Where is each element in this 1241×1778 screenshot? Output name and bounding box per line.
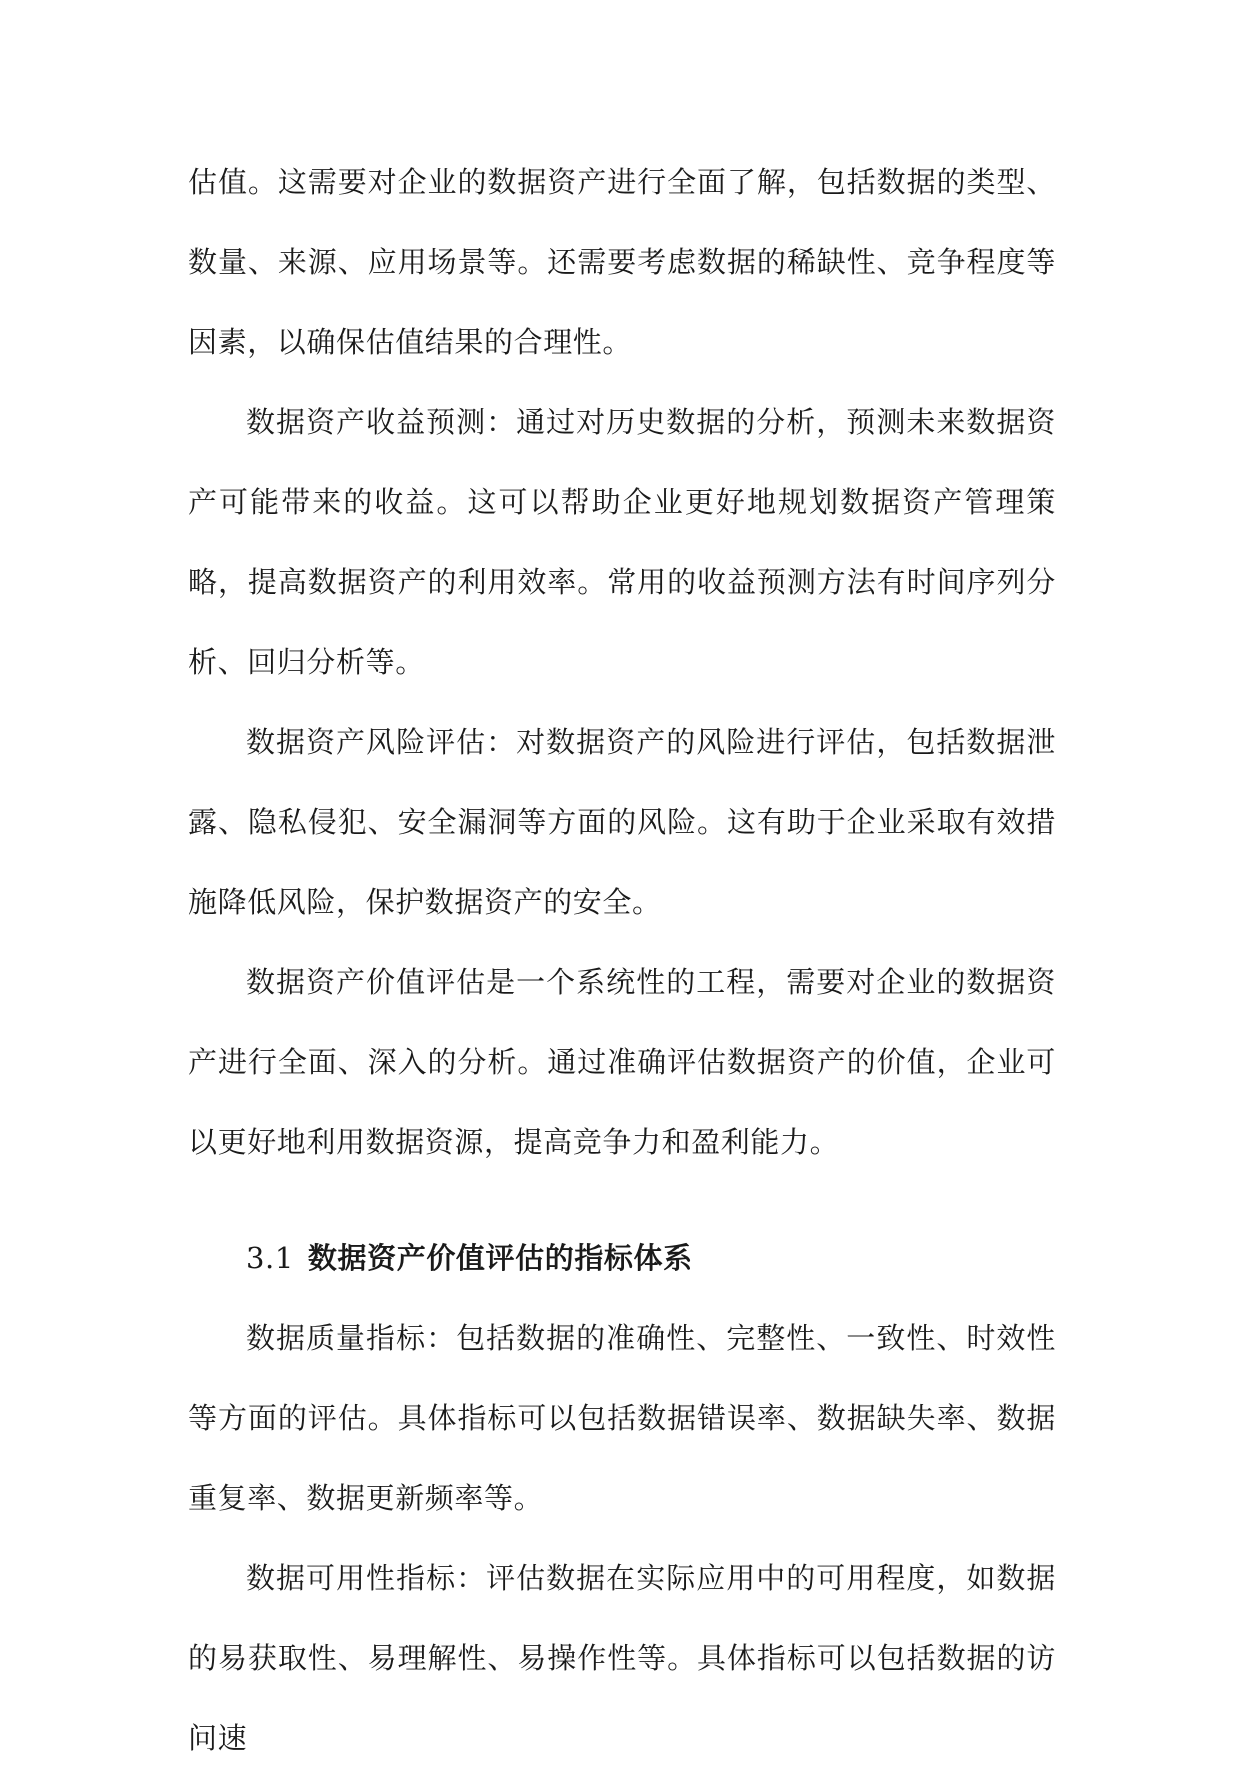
section-title: 数据资产价值评估的指标体系 [307,1241,693,1275]
section-number: 3.1 [246,1241,294,1275]
paragraph-valuation-continued: 估值。这需要对企业的数据资产进行全面了解，包括数据的类型、数量、来源、应用场景等。还需要考虑数据的稀缺性、竞争程度等因素，以确保估值结果的合理性。 [188,165,1056,359]
document-body [188,144,1056,1778]
paragraph-summary: 数据资产价值评估是一个系统性的工程，需要对企业的数据资产进行全面、深入的分析。通过准确评估数据资产的价值，企业可以更好地利用数据资源，提高竞争力和盈利能力。 [188,965,1056,1159]
paragraph-availability-indicators: 数据可用性指标：评估数据在实际应用中的可用程度，如数据的易获取性、易理解性、易操作性等。具体指标可以包括数据的访问速 [188,1561,1056,1755]
section-heading [188,1218,1056,1298]
paragraph-risk-assessment: 数据资产风险评估：对数据资产的风险进行评估，包括数据泄露、隐私侵犯、安全漏洞等方面的风险。这有助于企业采取有效措施降低风险，保护数据资产的安全。 [188,725,1056,919]
paragraph-revenue-forecast: 数据资产收益预测：通过对历史数据的分析，预测未来数据资产可能带来的收益。这可以帮助企业更好地规划数据资产管理策略，提高数据资产的利用效率。常用的收益预测方法有时间序列分析、回归分析等。 [188,405,1056,679]
paragraph-quality-indicators: 数据质量指标：包括数据的准确性、完整性、一致性、时效性等方面的评估。具体指标可以包括数据错误率、数据缺失率、数据重复率、数据更新频率等。 [188,1321,1056,1515]
